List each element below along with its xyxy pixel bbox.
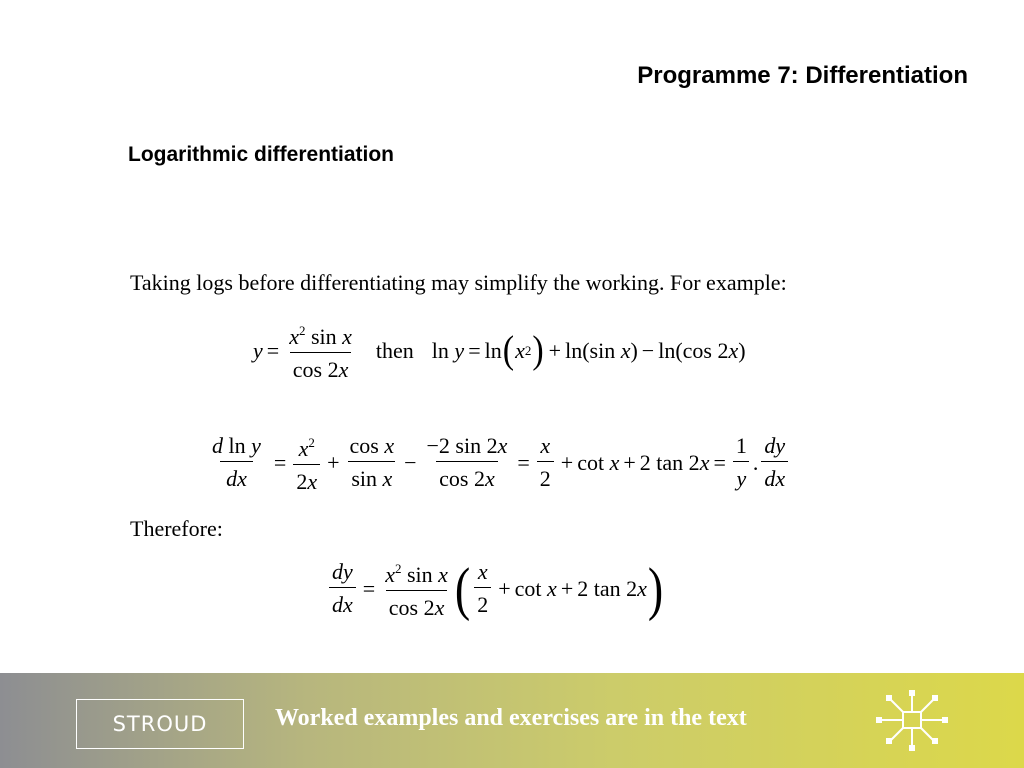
equation-log-of-y: y = $\frac{x^2 \sin x}{\cos 2x}$ then ln y = ln ( x 2 ) + ln(sin x ) − ln(cos 2 x ) [253, 323, 746, 382]
footer-bar [0, 673, 1024, 768]
section-heading: Logarithmic differentiation [128, 143, 395, 166]
therefore-text: Therefore: [130, 516, 223, 541]
equation-derivative-of-log: $\frac{\text{d ln y}}{dx}$ = $\frac{x^2}{2x}$ + $\frac{\text{cos x}}{\text{sin x}}$ − $\frac{-2 \sin 2x}{\cos 2x}$ = $\frac{x}{2}$ + cot x + 2 tan 2 x = $\frac{1}{y}$ . $\frac{dy}{dx}$ [203, 430, 791, 495]
intro-text: Taking logs before differentiating may simplify the working. For example: [130, 270, 787, 295]
network-icon [872, 687, 952, 767]
stroud-logo: STROUD [76, 699, 244, 749]
footer-text: Worked examples and exercises are in the text [275, 705, 747, 731]
equation-result: $\frac{dy}{dx}$ = $\frac{x^2 \sin x}{\cos 2x}$ ( $\frac{x}{2}$ + cot x + 2 tan 2 x ) [326, 556, 664, 621]
slide-title: Programme 7: Differentiation [637, 62, 968, 89]
